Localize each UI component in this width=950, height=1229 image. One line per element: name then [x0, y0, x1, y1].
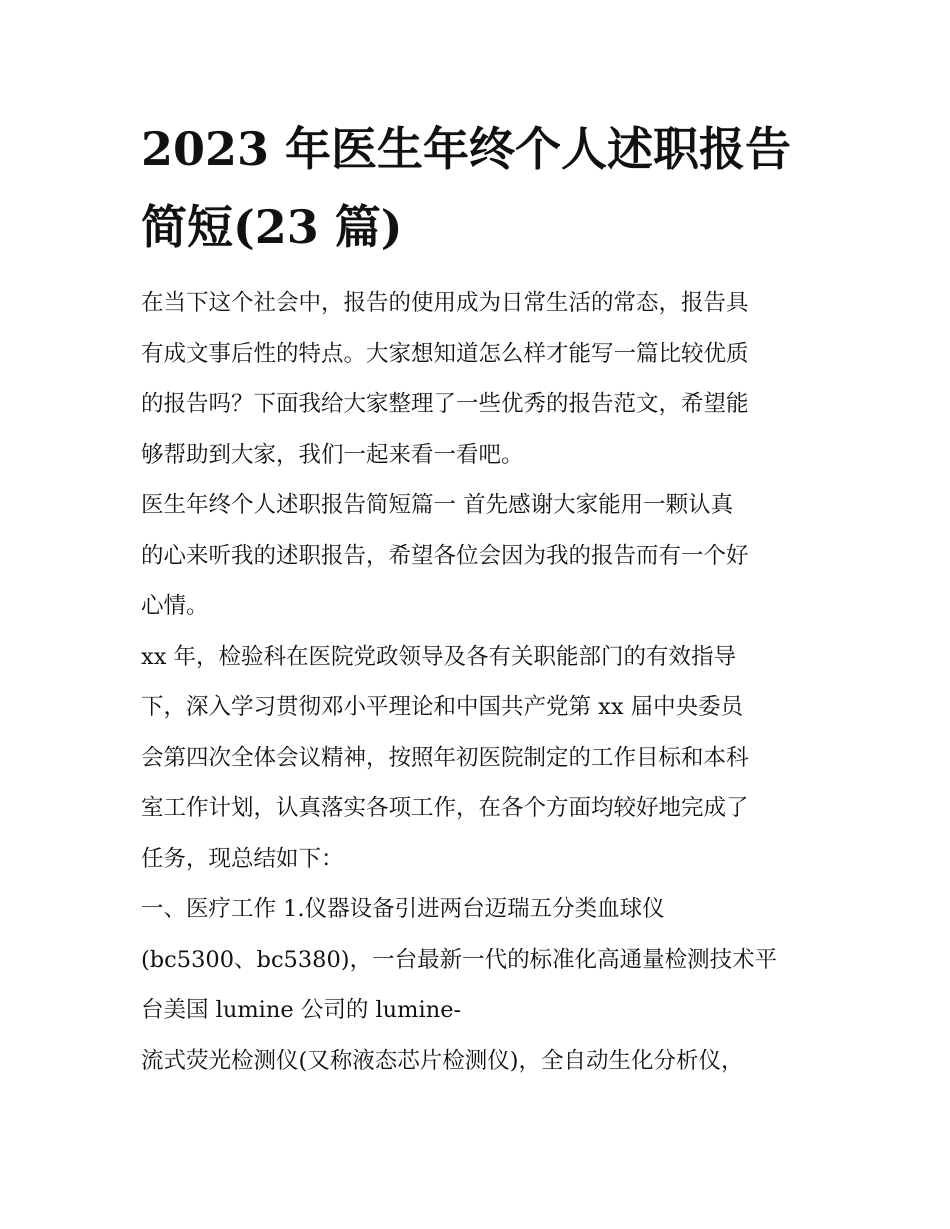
- text-line: 够帮助到大家，我们一起来看一看吧。: [141, 441, 524, 468]
- section-heading-paragraph: [141, 480, 821, 632]
- equipment-paragraph: [141, 1036, 821, 1087]
- text-line: 一、医疗工作 1.仪器设备引进两台迈瑞五分类血球仪: [141, 896, 665, 922]
- text-line: 在当下这个社会中，报告的使用成为日常生活的常态，报告具: [141, 290, 749, 316]
- document-page: [141, 110, 821, 1086]
- text-line: 下，深入学习贯彻邓小平理论和中国共产党第 xx 届中央委员: [141, 694, 744, 720]
- text-line: 有成文事后性的特点。大家想知道怎么样才能写一篇比较优质: [141, 340, 749, 367]
- text-line: 心情。: [141, 593, 209, 619]
- medical-work-paragraph: [141, 884, 821, 1036]
- document-title: [141, 110, 821, 266]
- title-line: 2023 年医生年终个人述职报告: [141, 122, 792, 176]
- text-line: 的心来听我的述职报告，希望各位会因为我的报告而有一个好: [141, 542, 749, 569]
- text-line: xx 年，检验科在医院党政领导及各有关职能部门的有效指导: [141, 643, 737, 670]
- text-line: 台美国 lumine 公司的 lumine-: [141, 997, 462, 1023]
- text-line: 室工作计划，认真落实各项工作，在各个方面均较好地完成了: [141, 795, 749, 821]
- summary-paragraph: [141, 632, 821, 885]
- text-line: 任务，现总结如下：: [141, 845, 344, 872]
- title-line: 简短(23 篇): [141, 200, 403, 254]
- text-line: 会第四次全体会议精神，按照年初医院制定的工作目标和本科: [141, 744, 749, 771]
- text-line: (bc5300、bc5380)，一台最新一代的标准化高通量检测技术平: [141, 946, 778, 973]
- text-line: 医生年终个人述职报告简短篇一 首先感谢大家能用一颗认真: [141, 492, 734, 518]
- text-line: 的报告吗？下面我给大家整理了一些优秀的报告范文，希望能: [141, 391, 749, 417]
- intro-paragraph: [141, 278, 821, 480]
- text-line: 流式荧光检测仪(又称液态芯片检测仪)，全自动生化分析仪，: [141, 1047, 744, 1074]
